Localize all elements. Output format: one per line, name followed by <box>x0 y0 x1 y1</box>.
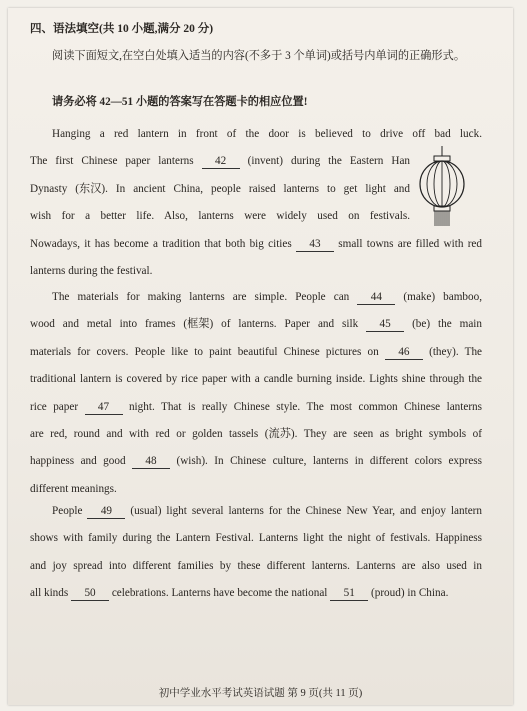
lantern-icon <box>418 146 466 228</box>
passage-line <box>30 586 448 601</box>
passage-line <box>30 482 117 496</box>
passage-line <box>30 559 482 573</box>
page-footer: 初中学业水平考试英语试题 第 9 页(共 11 页) <box>158 688 363 699</box>
passage-line <box>30 400 482 415</box>
answer-blank-47[interactable]: 47 <box>85 400 123 415</box>
passage-text: (usual) light several lanterns for the Chinese New Year, and enjoy lantern <box>125 505 482 517</box>
passage-text: (wish). In Chinese culture, lanterns in different colors express <box>170 455 483 468</box>
passage-text: (make) bamboo, <box>395 291 482 303</box>
passage-text: (be) the main <box>404 318 482 331</box>
passage-line <box>30 372 482 386</box>
passage-text: Nowadays, it has become a tradition that both big cities <box>30 237 296 250</box>
passage-text: (proud) in China. <box>368 587 449 600</box>
passage-text: The first Chinese paper lanterns <box>30 155 202 168</box>
passage-line <box>30 531 482 545</box>
passage-text: Hanging a red lantern in front of the door is believed to drive off bad luck. <box>52 128 482 140</box>
passage-text: (they). The <box>422 345 482 358</box>
passage-text: are red, round and with red or golden tassels (流苏). They are seen as bright symbols of <box>30 428 482 440</box>
exam-page <box>8 8 513 705</box>
passage-text: People <box>52 505 88 517</box>
passage-line <box>30 427 482 441</box>
passage-text: night. That is really Chinese style. The most common Chinese lanterns <box>122 400 482 413</box>
answer-blank-51[interactable]: 51 <box>330 586 368 601</box>
passage-text: lanterns during the festival. <box>30 265 153 277</box>
passage-line <box>30 317 482 332</box>
instruction-text: 阅读下面短文,在空白处填入适当的内容(不多于 3 个单词)或括号内单词的正确形式。 <box>52 50 466 62</box>
passage-text: different meanings. <box>30 482 117 495</box>
passage-text: small towns are filled with red <box>334 237 482 250</box>
answer-blank-43[interactable]: 43 <box>296 237 334 252</box>
passage-line <box>30 154 410 169</box>
passage-text: (invent) during the Eastern Han <box>239 155 410 168</box>
answer-blank-42[interactable]: 42 <box>202 154 240 169</box>
answer-blank-45[interactable]: 45 <box>366 317 404 332</box>
passage-line <box>30 345 482 360</box>
answer-blank-49[interactable]: 49 <box>87 504 125 519</box>
notice-text: 请务必将 42—51 小题的答案写在答题卡的相应位置! <box>52 96 308 108</box>
passage-text: Dynasty (东汉). In ancient China, people raised lanterns to get light and <box>30 182 410 195</box>
section-title: 四、语法填空(共 10 小题,满分 20 分) <box>30 23 214 35</box>
passage-text: materials for covers. People like to paint beautiful Chinese pictures on <box>30 345 385 358</box>
passage-line <box>30 209 410 223</box>
passage-line <box>30 454 482 469</box>
passage-text: and joy spread into different families by these different lanterns. Lanterns are also used in <box>30 559 482 572</box>
answer-blank-46[interactable]: 46 <box>385 345 423 360</box>
passage-text: happiness and good <box>30 455 133 468</box>
passage-line <box>52 504 482 519</box>
answer-blank-48[interactable]: 48 <box>132 454 170 469</box>
passage-text: rice paper <box>30 400 85 413</box>
answer-blank-44[interactable]: 44 <box>357 290 395 305</box>
passage-text: The materials for making lanterns are simple. People can <box>52 291 358 303</box>
passage-line <box>52 290 482 305</box>
passage-text: shows with family during the Lantern Festival. Lanterns light the night of festivals. Happiness <box>30 532 482 545</box>
passage-line <box>52 127 482 141</box>
passage-line <box>30 182 410 196</box>
passage-text: wood and metal into frames (框架) of lanterns. Paper and silk <box>30 318 367 331</box>
passage-text: all kinds <box>30 587 72 600</box>
passage-text: celebrations. Lanterns have become the national <box>109 587 331 600</box>
passage-text: wish for a better life. Also, lanterns were widely used on festivals. <box>30 210 410 223</box>
passage-line <box>30 264 152 278</box>
passage-line <box>30 237 482 252</box>
answer-blank-50[interactable]: 50 <box>71 586 109 601</box>
passage-text: traditional lantern is covered by rice paper with a candle burning inside. Lights shine through the <box>30 373 482 386</box>
